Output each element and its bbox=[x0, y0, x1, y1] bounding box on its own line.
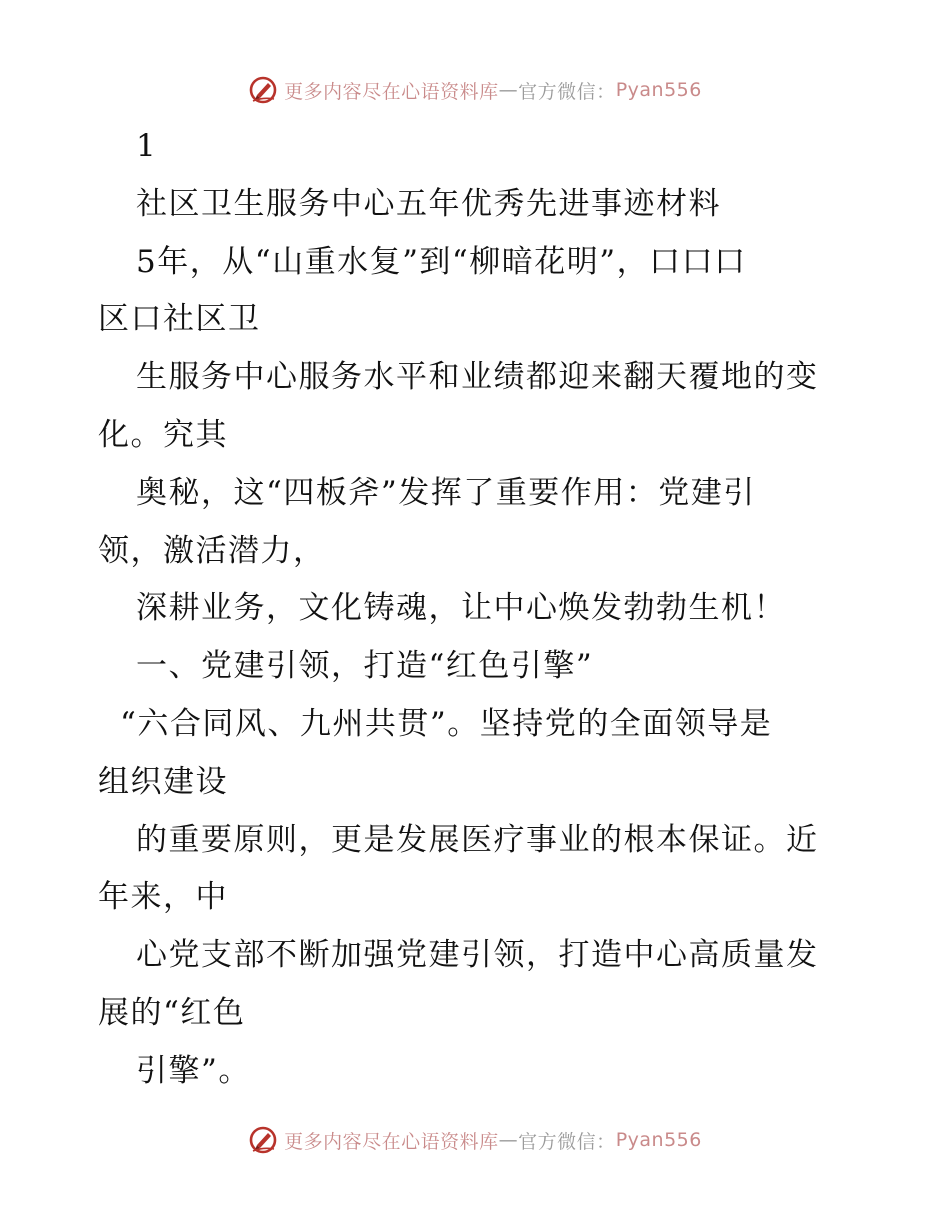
header-watermark bbox=[0, 70, 950, 110]
watermark-wechat-id: Pyan556 bbox=[615, 1129, 702, 1151]
text-line: 的重要原则，更是发展医疗事业的根本保证。近 bbox=[136, 821, 819, 858]
text-line: 区口社区卫 bbox=[98, 301, 261, 338]
text-line: 奥秘，这“四板斧”发挥了重要作用：党建引 bbox=[136, 474, 756, 511]
text-line: 5年，从“山重水复”到“柳暗花明”，口口口 bbox=[136, 243, 747, 280]
text-line: 展的“红色 bbox=[98, 994, 246, 1031]
text-line: 引擎”。 bbox=[136, 1052, 251, 1089]
text-line: 生服务中心服务水平和业绩都迎来翻天覆地的变 bbox=[136, 359, 819, 396]
document-body bbox=[98, 118, 858, 1101]
text-line: “六合同风、九州共贯”。坚持党的全面领导是 bbox=[120, 705, 773, 742]
watermark-wechat-label: 官方微信： bbox=[518, 80, 616, 103]
text-line: 领，激活潜力， bbox=[98, 532, 326, 569]
watermark-wechat-id: Pyan556 bbox=[615, 79, 702, 101]
text-line: 组织建设 bbox=[98, 763, 228, 800]
footer-watermark bbox=[0, 1120, 950, 1160]
page-number: 1 bbox=[136, 128, 158, 164]
text-line: 深耕业务，文化铸魂，让中心焕发勃勃生机！ bbox=[136, 590, 786, 627]
pen-circle-logo-icon bbox=[248, 1125, 278, 1155]
watermark-dash: — bbox=[498, 1129, 519, 1151]
watermark-wechat-label: 官方微信： bbox=[518, 1130, 616, 1153]
watermark-main-text: 更多内容尽在心语资料库 bbox=[284, 1130, 499, 1153]
pen-circle-logo-icon bbox=[248, 75, 278, 105]
text-line: 年来，中 bbox=[98, 879, 228, 916]
document-title: 社区卫生服务中心五年优秀先进事迹材料 bbox=[136, 185, 721, 222]
watermark-dash: — bbox=[498, 79, 519, 101]
text-line: 化。究其 bbox=[98, 416, 228, 453]
section-heading: 一、党建引领，打造“红色引擎” bbox=[136, 648, 594, 685]
text-line: 心党支部不断加强党建引领，打造中心高质量发 bbox=[136, 937, 819, 974]
watermark-main-text: 更多内容尽在心语资料库 bbox=[284, 80, 499, 103]
